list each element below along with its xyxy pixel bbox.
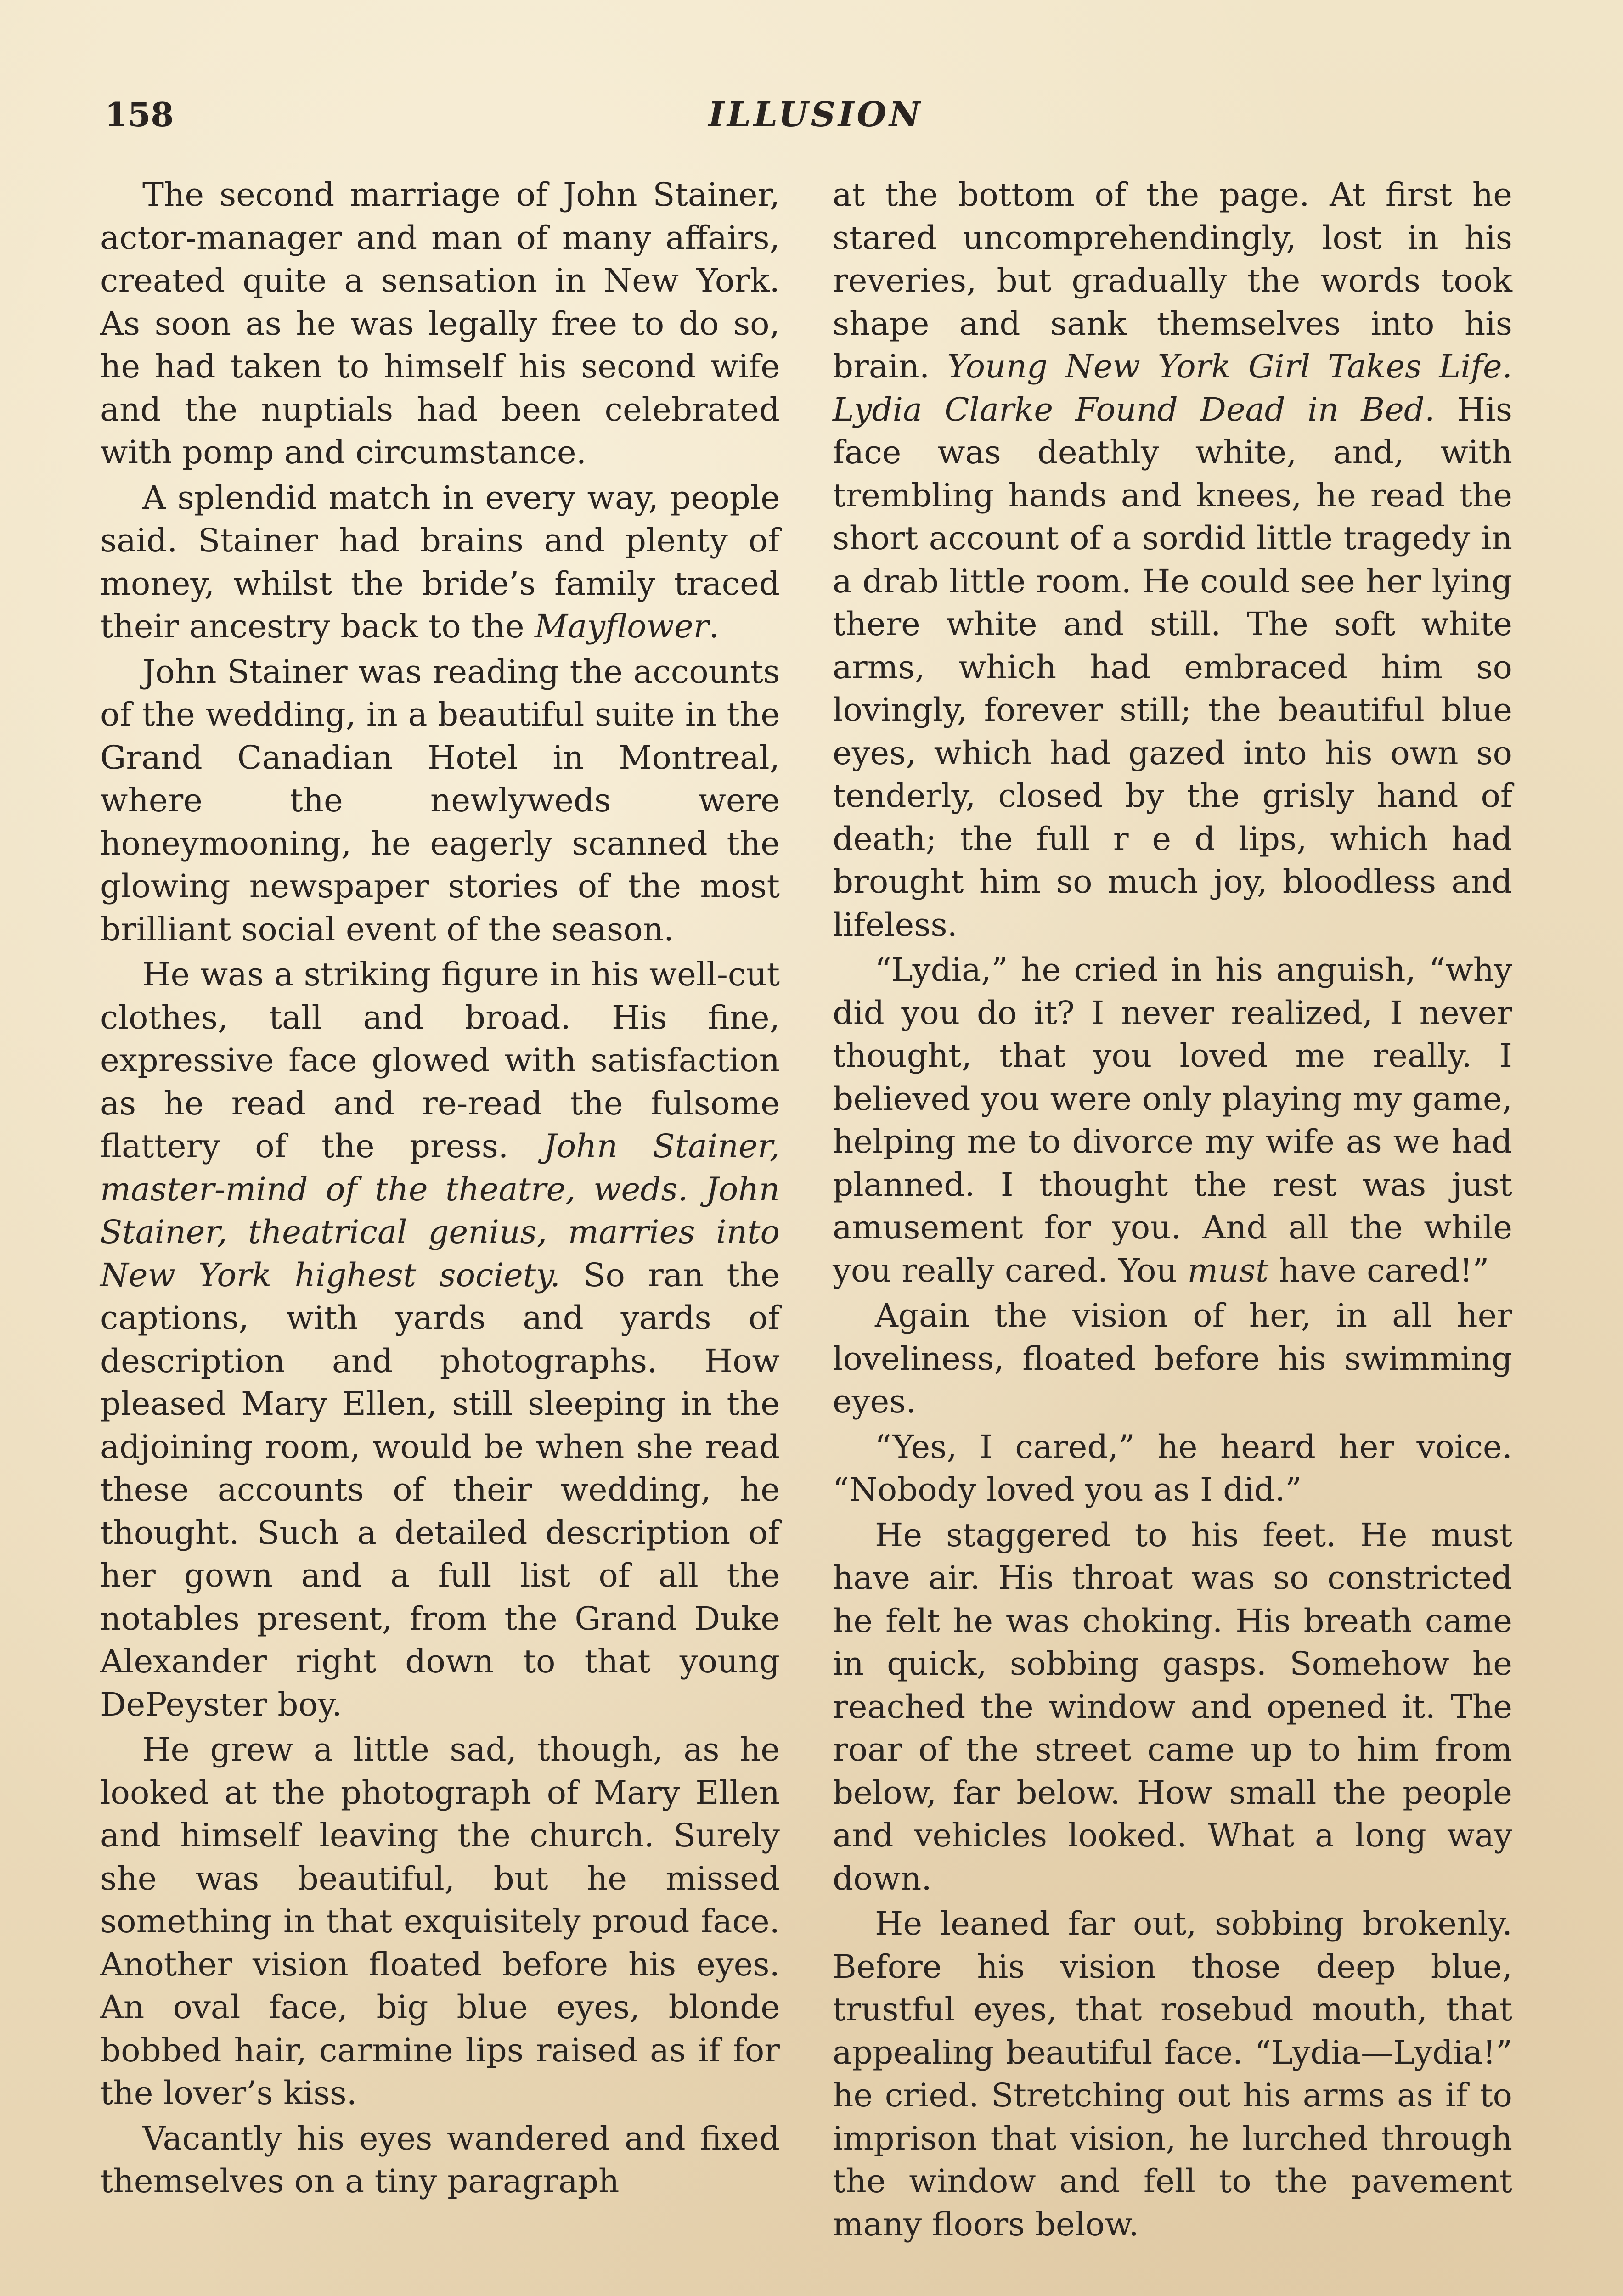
- paragraph: Again the vision of her, in all her loveliness, floated before his swimming eyes.: [833, 1297, 1512, 1420]
- paragraph-continued: at the bottom of the page. At first he stared uncomprehendingly, lost in his reveries, but gradually the words took shape and sank themselves into his brain. Young New York Girl Takes Life. Lydia Clarke Found Dead in Bed. His face was deathly white, and, with trembling hands and knees, he read the short account of a sordid little tragedy in a drab little room. He could see her lying there white and still. The soft white arms, which had embraced him so lovingly, forever still; the beautiful blue eyes, which had gazed into his own so tenderly, closed by the grisly hand of death; the full r e d lips, which had brought him so much joy, bloodless and lifeless.: [833, 176, 1513, 944]
- paragraph: He leaned far out, sobbing brokenly. Before his vision those deep blue, trustful eyes, that rosebud mouth, that appealing beautiful face. “Lydia—Lydia!” he cried. Stretching out his arms as if to imprison that vision, he lurched through the window and fell to the pavement many floors below.: [833, 1905, 1512, 2243]
- paragraph: He grew a little sad, though, as he looked at the photograph of Mary Ellen and himself leaving the church. Surely she was beautiful, but he missed something in that exquisitely proud face. Another vision floated before his eyes. An oval face, big blue eyes, blonde bobbed hair, carmine lips raised as if for the lover’s kiss.: [100, 1731, 780, 2112]
- paragraph: He was a striking figure in his well-cut clothes, tall and broad. His fine, expressive face glowed with satisfaction as he read and re-read the fulsome flattery of the press. John Stainer, master-mind of the theatre, weds. John Stainer, theatrical genius, marries into New York highest society. So ran the captions, with yards and yards of description and photographs. How pleased Mary Ellen, still sleeping in the adjoining room, would be when she read these accounts of their wedding, he thought. Such a detailed description of her gown and a full list of all the notables present, from the Grand Duke Alexander right down to that young DePeyster boy.: [100, 956, 780, 1723]
- paragraph: The second marriage of John Stainer, actor-manager and man of many affairs, created quite a sensation in New York. As soon as he was legally free to do so, he had taken to himself his second wife and the nuptials had been celebrated with pomp and circumstance.: [100, 176, 780, 471]
- page-header: [105, 90, 1527, 140]
- paragraph: “Lydia,” he cried in his anguish, “why did you do it? I never realized, I never thought, that you loved me really. I believed you were only playing my game, helping me to divorce my wife as we had planned. I thought the rest was just amusement for you. And all the while you really cared. You must have cared!”: [833, 951, 1512, 1289]
- page-number: 158: [105, 95, 174, 134]
- paragraph: John Stainer was reading the accounts of the wedding, in a beautiful suite in the Grand Canadian Hotel in Montreal, where the newlyweds were honeymooning, he eagerly scanned the glowing newspaper stories of the most brilliant social event of the season.: [100, 653, 780, 948]
- right-text-column: [833, 174, 1512, 2248]
- paragraph: Vacantly his eyes wandered and fixed themselves on a tiny paragraph: [100, 2119, 780, 2200]
- left-text-column: [100, 174, 780, 2206]
- running-title: ILLUSION: [708, 95, 923, 135]
- paragraph: A splendid match in every way, people said. Stainer had brains and plenty of money, whilst the bride’s family traced their ancestry back to the Mayflower.: [100, 478, 780, 645]
- paragraph: He staggered to his feet. He must have air. His throat was so constricted he felt he was choking. His breath came in quick, sobbing gasps. Somehow he reached the window and opened it. The roar of the street came up to him from below, far below. How small the people and vehicles looked. What a long way down.: [833, 1516, 1512, 1897]
- paragraph: “Yes, I cared,” he heard her voice. “Nobody loved you as I did.”: [833, 1428, 1512, 1508]
